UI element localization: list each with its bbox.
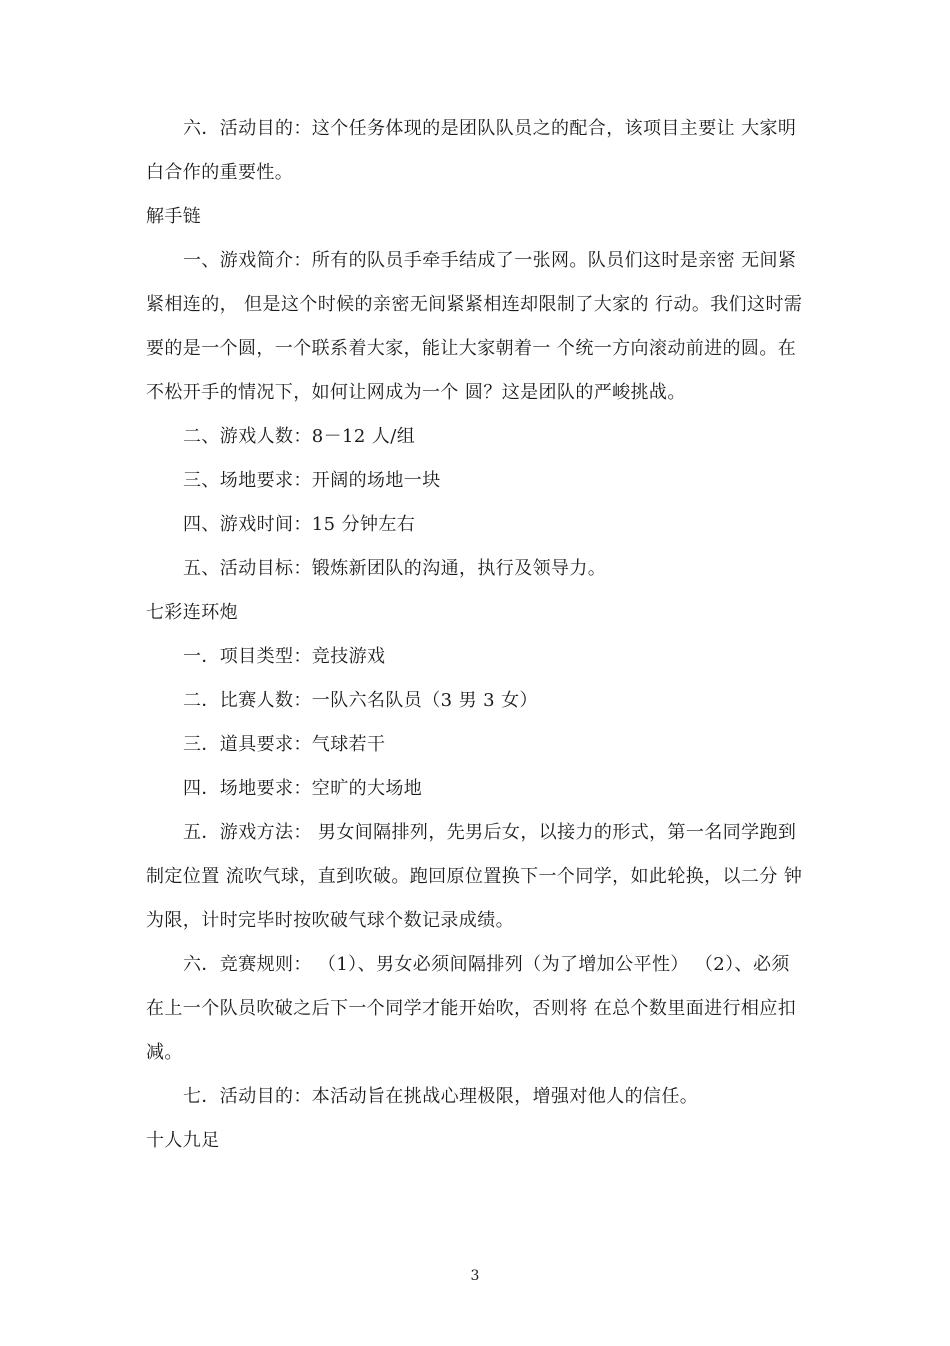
paragraph-game-time: 四、游戏时间：15 分钟左右	[183, 514, 416, 535]
section-title-untangle-chain: 解手链	[146, 206, 202, 227]
paragraph-project-type: 一．项目类型：竞技游戏	[183, 646, 386, 667]
paragraph-props: 三．道具要求：气球若干	[183, 734, 386, 755]
paragraph-game-method: 五．游戏方法： 男女间隔排列，先男后女，以接力的形式，第一名同学跑到制定位置 流吹气球，直到吹破。跑回原位置换下一个同学，如此轮换，以二分 钟为限，计时完毕时按吹破气球个数记录成绩。	[146, 822, 803, 931]
page-number: 3	[470, 1268, 480, 1284]
paragraph-venue: 四．场地要求：空旷的大场地	[183, 778, 423, 799]
paragraph-contestants: 二．比赛人数：一队六名队员（3 男 3 女）	[183, 690, 538, 711]
section-title-rainbow-cannon: 七彩连环炮	[146, 602, 238, 623]
section-title-ten-people-nine-feet: 十人九足	[146, 1130, 220, 1151]
document-body	[146, 107, 808, 1163]
paragraph-venue-requirement: 三、场地要求：开阔的场地一块	[183, 470, 441, 491]
paragraph-game-intro: 一、游戏简介：所有的队员手牵手结成了一张网。队员们这时是亲密 无间紧紧相连的， 但是这个时候的亲密无间紧紧相连却限制了大家的 行动。我们这时需要的是一个圆，一个联系着大家，能让大家朝着一 个统一方向滚动前进的圆。在不松开手的情况下，如何让网成为一个 圆？这是团队的严峻挑战。	[146, 250, 803, 403]
paragraph-activity-target: 五、活动目标：锻炼新团队的沟通，执行及领导力。	[183, 558, 607, 579]
paragraph-player-count: 二、游戏人数：8－12 人/组	[183, 426, 416, 447]
paragraph-competition-rules: 六．竞赛规则： （1）、男女必须间隔排列（为了增加公平性） （2）、必须在上一个队员吹破之后下一个同学才能开始吹，否则将 在总个数里面进行相应扣减。	[146, 954, 797, 1063]
paragraph-activity-purpose: 七．活动目的：本活动旨在挑战心理极限，增强对他人的信任。	[183, 1086, 699, 1107]
paragraph-activity-goal-6: 六．活动目的：这个任务体现的是团队队员之的配合，该项目主要让 大家明白合作的重要性。	[146, 118, 797, 183]
